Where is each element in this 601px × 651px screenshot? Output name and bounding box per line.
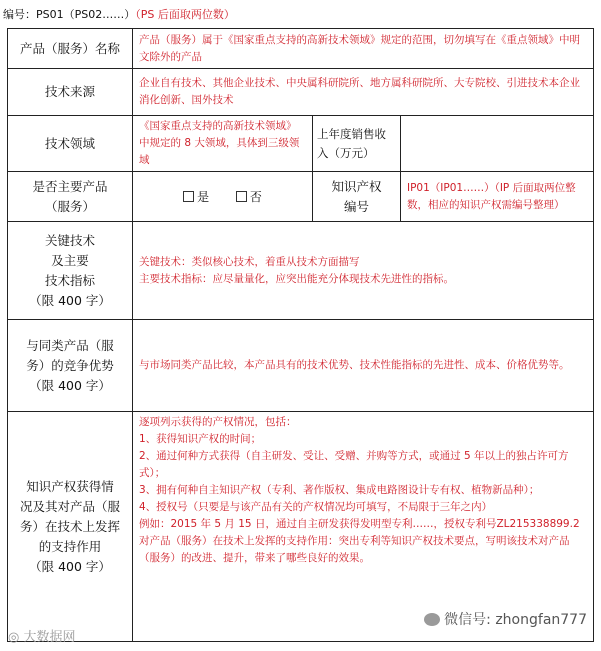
row-competitive	[8, 320, 594, 412]
competitive-label	[8, 320, 133, 412]
watermark-right-text: 微信号: zhongfan777	[444, 612, 587, 628]
tech-field-label: 技术领域	[8, 116, 133, 172]
ip-number-label-line1: 知识产权	[331, 178, 382, 194]
key-tech-label-line: （限 400 字）	[29, 292, 111, 308]
watermark-left-text: 大数据网	[23, 630, 76, 645]
key-tech-line: 关键技术：类似核心技术，着重从技术方面描写	[139, 255, 360, 268]
ip-support-label-line: 知识产权获得情	[26, 478, 114, 494]
yes-checkbox[interactable]	[183, 191, 194, 202]
row-tech-field	[8, 116, 594, 172]
ip-support-line: 逐项列示获得的产权情况，包括：	[139, 416, 297, 428]
sales-label: 上年度销售收入（万元）	[313, 116, 401, 172]
ip-support-line: 3、拥有何种自主知识产权（专利、著作版权、集成电路图设计专有权、植物新品种）；	[139, 484, 540, 496]
watermark-right	[420, 609, 591, 629]
form-code-label: 编号：PS01（PS02……）	[3, 8, 136, 21]
product-name-label: 产品（服务）名称	[8, 29, 133, 69]
key-tech-label-line: 技术指标	[44, 272, 95, 288]
no-checkbox[interactable]	[236, 191, 247, 202]
key-tech-field[interactable]	[133, 222, 594, 320]
key-tech-label	[8, 222, 133, 320]
ip-support-field[interactable]	[133, 412, 594, 642]
competitive-field[interactable]: 与市场同类产品比较，本产品具有的技术优势、技术性能指标的先进性、成本、价格优势等。	[133, 320, 594, 412]
main-product-label-line1: 是否主要产品	[32, 178, 108, 194]
watermark-left	[8, 626, 76, 645]
key-tech-label-line: 及主要	[51, 252, 89, 268]
ip-support-label-line: 的支持作用	[38, 538, 102, 554]
ip-number-label	[313, 172, 401, 222]
ip-support-label-line: （限 400 字）	[29, 558, 111, 574]
competitive-label-line: 与同类产品（服	[26, 337, 114, 353]
row-tech-source	[8, 69, 594, 116]
key-tech-line: 主要技术指标：应尽量量化，应突出能充分体现技术先进性的指标。	[139, 272, 454, 285]
product-name-field[interactable]: 产品（服务）属于《国家重点支持的高新技术领域》规定的范围，切勿填写在《重点领域》中明文除外的产品	[133, 29, 594, 69]
ip-support-label-line: 务）在技术上发挥	[19, 518, 120, 534]
ip-support-label	[8, 412, 133, 642]
yes-option[interactable]	[183, 190, 209, 204]
no-label: 否	[249, 190, 262, 204]
ip-support-label-line: 况及其对产品（服	[19, 498, 120, 514]
row-product-name	[8, 29, 594, 69]
row-main-product	[8, 172, 594, 222]
tech-source-field[interactable]: 企业自有技术、其他企业技术、中央属科研院所、地方属科研院所、大专院校、引进技术本企业消化创新、国外技术	[133, 69, 594, 116]
main-product-label	[8, 172, 133, 222]
ip-support-line: 4、授权号（只要是与该产品有关的产权情况均可填写，不局限于三年之内）	[139, 501, 493, 513]
tech-field-field[interactable]: 《国家重点支持的高新技术领域》中规定的 8 大领域，具体到三级领域	[133, 116, 313, 172]
competitive-label-line: 务）的竞争优势	[26, 357, 114, 373]
product-info-form	[7, 28, 594, 642]
ip-support-line: 2、通过何种方式获得（自主研发、受让、受赠、并购等方式，或通过 5 年以上的独占许可方式）；	[139, 450, 569, 479]
competitive-label-line: （限 400 字）	[29, 377, 111, 393]
yes-label: 是	[197, 190, 210, 204]
ip-number-label-line2: 编号	[343, 198, 369, 214]
ip-support-line: 例如：2015 年 5 月 15 日，通过自主研发获得发明型专利……，授权专利号ZL215338899.2	[139, 518, 580, 530]
row-key-tech	[8, 222, 594, 320]
ip-number-field[interactable]: IP01（IP01……）（IP 后面取两位整数，相应的知识产权需编号整理）	[401, 172, 594, 222]
form-code-header	[3, 6, 235, 22]
ip-support-line: 对产品（服务）在技术上发挥的支持作用：突出专利等知识产权技术要点，写明该技术对产品（服务）的改进、提升，带来了哪些良好的效果。	[139, 535, 570, 564]
row-ip-support	[8, 412, 594, 642]
main-product-label-line2: （服务）	[44, 198, 95, 214]
form-code-note: （PS 后面取两位数）	[135, 8, 235, 21]
wechat-icon	[424, 613, 440, 626]
tech-source-label: 技术来源	[8, 69, 133, 116]
watermark-logo-icon: ◎	[8, 630, 20, 645]
key-tech-label-line: 关键技术	[44, 232, 95, 248]
sales-value-field[interactable]	[401, 116, 594, 172]
main-product-choice	[133, 172, 313, 222]
ip-support-line: 1、获得知识产权的时间；	[139, 433, 262, 445]
no-option[interactable]	[236, 190, 262, 204]
